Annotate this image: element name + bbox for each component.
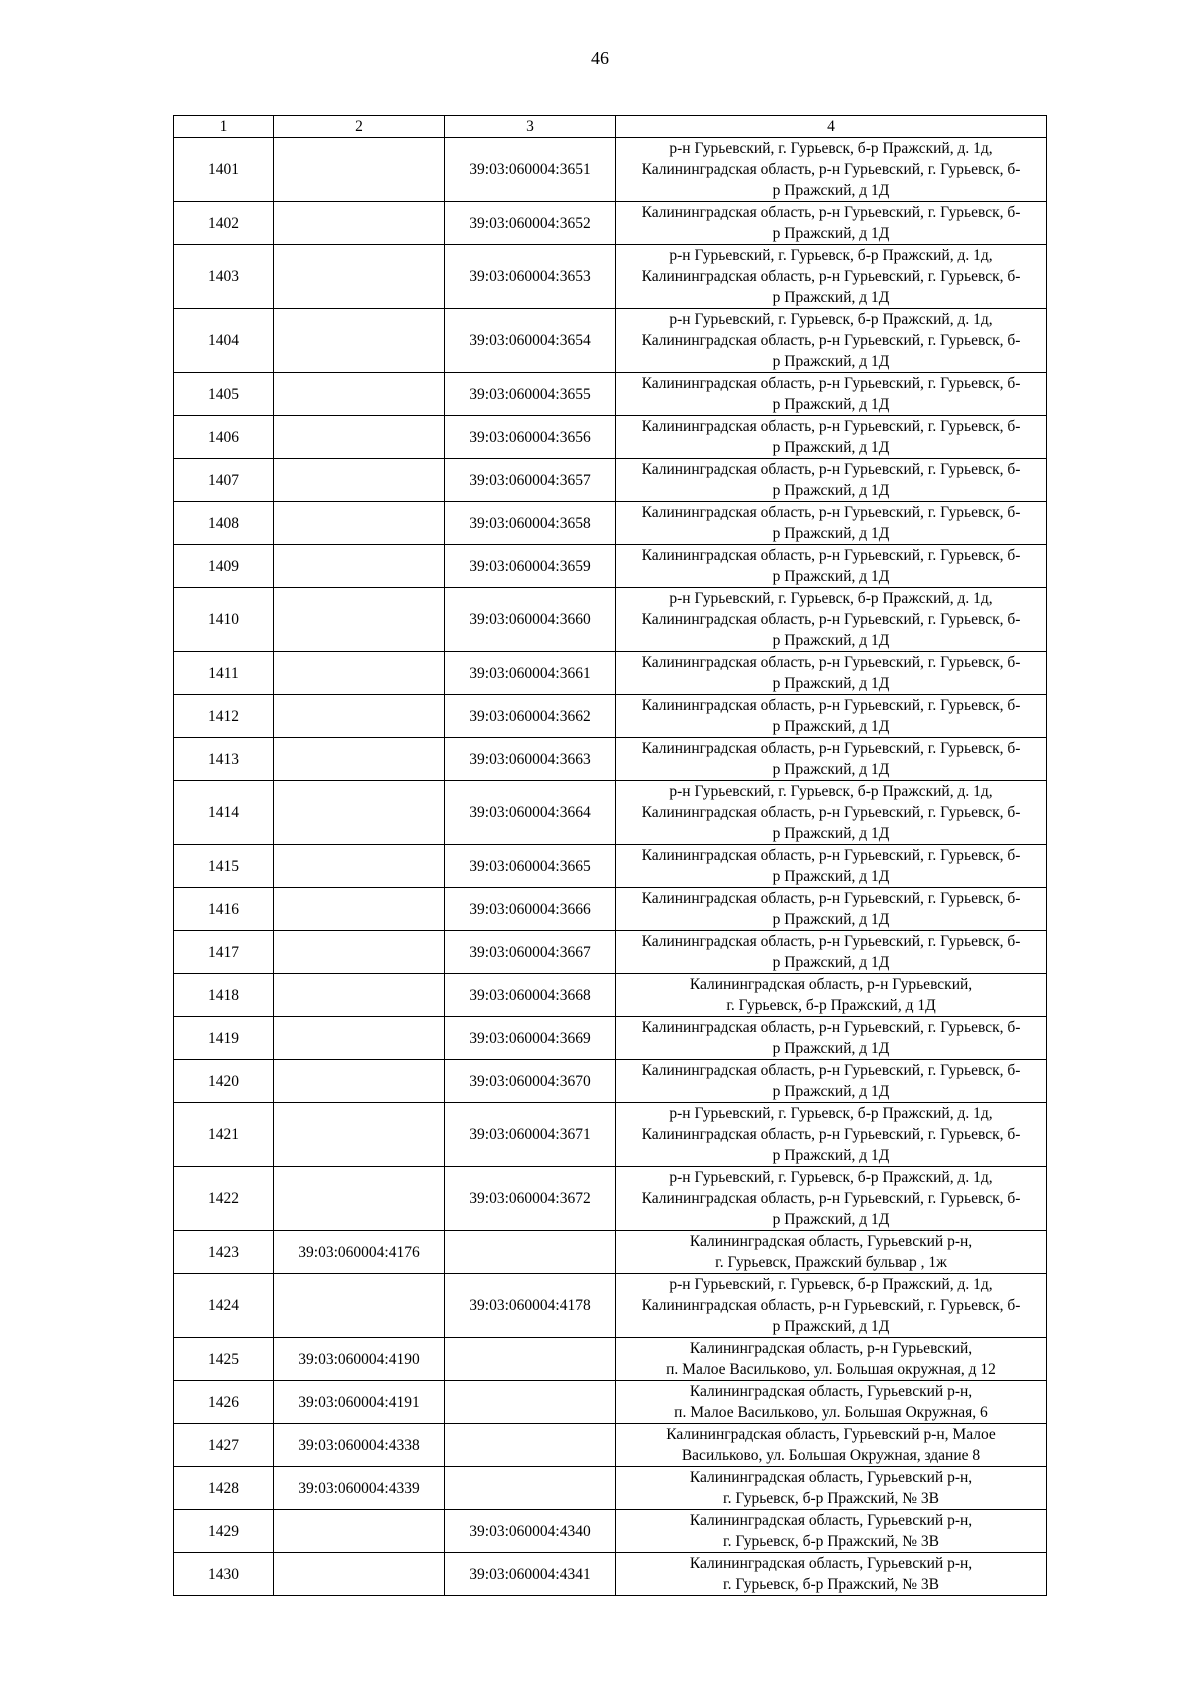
cadastral-number-col2 (274, 373, 445, 416)
cadastral-number-col3: 39:03:060004:3652 (445, 202, 616, 245)
cadastral-number-col3: 39:03:060004:3658 (445, 502, 616, 545)
cadastral-number-col2 (274, 1060, 445, 1103)
address-line: р Пражский, д 1Д (772, 1318, 890, 1335)
cadastral-number-col3: 39:03:060004:3665 (445, 845, 616, 888)
cadastral-number-col2 (274, 1510, 445, 1553)
table-row (174, 1553, 1047, 1596)
column-header-2: 2 (274, 116, 445, 138)
address-cell (616, 931, 1047, 974)
table-row (174, 1381, 1047, 1424)
table-row (174, 545, 1047, 588)
address-cell (616, 1103, 1047, 1167)
address-cell (616, 1060, 1047, 1103)
address-line: Калининградская область, р-н Гурьевский, г. Гурьевск, б- (641, 1297, 1021, 1314)
page-number: 46 (591, 48, 609, 68)
cadastral-number-col2 (274, 459, 445, 502)
table-row (174, 695, 1047, 738)
row-number: 1407 (174, 459, 274, 502)
address-line: Калининградская область, р-н Гурьевский, г. Гурьевск, б- (641, 418, 1021, 435)
cadastral-number-col3: 39:03:060004:3651 (445, 138, 616, 202)
address-line: Калининградская область, Гурьевский р-н, (689, 1383, 973, 1400)
address-line: р Пражский, д 1Д (772, 482, 890, 499)
cadastral-number-col3: 39:03:060004:3671 (445, 1103, 616, 1167)
address-line: р Пражский, д 1Д (772, 1040, 890, 1057)
cadastral-number-col2 (274, 781, 445, 845)
cadastral-number-col3 (445, 1467, 616, 1510)
row-number: 1404 (174, 309, 274, 373)
row-number: 1423 (174, 1231, 274, 1274)
address-line: Калининградская область, р-н Гурьевский, г. Гурьевск, б- (641, 654, 1021, 671)
cadastral-number-col2 (274, 695, 445, 738)
address-cell (616, 309, 1047, 373)
table-row (174, 416, 1047, 459)
row-number: 1412 (174, 695, 274, 738)
table-row (174, 1103, 1047, 1167)
table-row (174, 459, 1047, 502)
address-line: р-н Гурьевский, г. Гурьевск, б-р Пражский, д. 1д, (669, 590, 993, 607)
address-line: Калининградская область, р-н Гурьевский, г. Гурьевск, б- (641, 332, 1021, 349)
cadastral-number-col3: 39:03:060004:3668 (445, 974, 616, 1017)
address-cell (616, 459, 1047, 502)
address-line: Калининградская область, р-н Гурьевский, г. Гурьевск, б- (641, 161, 1021, 178)
row-number: 1408 (174, 502, 274, 545)
address-line: р-н Гурьевский, г. Гурьевск, б-р Пражский, д. 1д, (669, 1276, 993, 1293)
address-cell (616, 1231, 1047, 1274)
address-line: Калининградская область, р-н Гурьевский, г. Гурьевск, б- (641, 890, 1021, 907)
row-number: 1417 (174, 931, 274, 974)
cadastral-number-col3 (445, 1381, 616, 1424)
address-cell (616, 138, 1047, 202)
address-line: р Пражский, д 1Д (772, 632, 890, 649)
address-line: Калининградская область, р-н Гурьевский, г. Гурьевск, б- (641, 847, 1021, 864)
table-row (174, 202, 1047, 245)
cadastral-number-col2 (274, 202, 445, 245)
row-number: 1401 (174, 138, 274, 202)
row-number: 1419 (174, 1017, 274, 1060)
address-cell (616, 1167, 1047, 1231)
table-row (174, 502, 1047, 545)
address-cell (616, 1467, 1047, 1510)
table-row (174, 931, 1047, 974)
table-row (174, 1060, 1047, 1103)
address-line: р-н Гурьевский, г. Гурьевск, б-р Пражский, д. 1д, (669, 247, 993, 264)
address-line: г. Гурьевск, б-р Пражский, № 3В (723, 1533, 939, 1550)
address-cell (616, 502, 1047, 545)
address-line: р Пражский, д 1Д (772, 182, 890, 199)
address-cell (616, 1338, 1047, 1381)
address-cell (616, 202, 1047, 245)
address-line: р Пражский, д 1Д (772, 718, 890, 735)
address-line: р Пражский, д 1Д (772, 525, 890, 542)
row-number: 1414 (174, 781, 274, 845)
row-number: 1402 (174, 202, 274, 245)
address-line: р Пражский, д 1Д (772, 868, 890, 885)
column-number-row (174, 116, 1047, 138)
address-line: Калининградская область, р-н Гурьевский, г. Гурьевск, б- (641, 504, 1021, 521)
cadastral-number-col3: 39:03:060004:3656 (445, 416, 616, 459)
cadastral-number-col3: 39:03:060004:3667 (445, 931, 616, 974)
cadastral-number-col2: 39:03:060004:4339 (274, 1467, 445, 1510)
address-line: р-н Гурьевский, г. Гурьевск, б-р Пражский, д. 1д, (669, 1105, 993, 1122)
cadastral-number-col2: 39:03:060004:4338 (274, 1424, 445, 1467)
row-number: 1403 (174, 245, 274, 309)
address-line: р Пражский, д 1Д (772, 1147, 890, 1164)
address-line: р Пражский, д 1Д (772, 1211, 890, 1228)
cadastral-number-col2 (274, 845, 445, 888)
address-line: Калининградская область, р-н Гурьевский, г. Гурьевск, б- (641, 611, 1021, 628)
address-cell (616, 1424, 1047, 1467)
cadastral-number-col3: 39:03:060004:3669 (445, 1017, 616, 1060)
table-row (174, 1510, 1047, 1553)
row-number: 1409 (174, 545, 274, 588)
cadastral-number-col2: 39:03:060004:4190 (274, 1338, 445, 1381)
table-row (174, 1167, 1047, 1231)
address-line: р Пражский, д 1Д (772, 439, 890, 456)
table-row (174, 138, 1047, 202)
address-line: р Пражский, д 1Д (772, 568, 890, 585)
row-number: 1416 (174, 888, 274, 931)
cadastral-number-col3: 39:03:060004:3670 (445, 1060, 616, 1103)
table-row (174, 1338, 1047, 1381)
address-line: Калининградская область, р-н Гурьевский, г. Гурьевск, б- (641, 1126, 1021, 1143)
cadastral-number-col2 (274, 974, 445, 1017)
address-cell (616, 545, 1047, 588)
address-cell (616, 588, 1047, 652)
address-line: Калининградская область, р-н Гурьевский, г. Гурьевск, б- (641, 375, 1021, 392)
cadastral-number-col3: 39:03:060004:3660 (445, 588, 616, 652)
address-line: Калининградская область, Гурьевский р-н, (689, 1555, 973, 1572)
address-line: р Пражский, д 1Д (772, 911, 890, 928)
row-number: 1429 (174, 1510, 274, 1553)
cadastral-number-col3: 39:03:060004:3672 (445, 1167, 616, 1231)
address-line: р Пражский, д 1Д (772, 225, 890, 242)
address-line: п. Малое Васильково, ул. Большая окружная, д 12 (666, 1361, 996, 1378)
cadastral-number-col2: 39:03:060004:4191 (274, 1381, 445, 1424)
address-line: р-н Гурьевский, г. Гурьевск, б-р Пражский, д. 1д, (669, 311, 993, 328)
column-header-1: 1 (174, 116, 274, 138)
cadastral-number-col2 (274, 738, 445, 781)
address-line: Калининградская область, р-н Гурьевский, г. Гурьевск, б- (641, 740, 1021, 757)
address-line: р Пражский, д 1Д (772, 396, 890, 413)
cadastral-number-col2 (274, 502, 445, 545)
address-line: г. Гурьевск, Пражский бульвар , 1ж (715, 1254, 947, 1271)
table-row (174, 1424, 1047, 1467)
address-line: Калининградская область, р-н Гурьевский, (689, 976, 973, 993)
table-row (174, 588, 1047, 652)
register-rows (174, 138, 1047, 1596)
address-cell (616, 695, 1047, 738)
cadastral-number-col2 (274, 931, 445, 974)
table-row (174, 245, 1047, 309)
row-number: 1428 (174, 1467, 274, 1510)
cadastral-number-col3 (445, 1231, 616, 1274)
address-line: р-н Гурьевский, г. Гурьевск, б-р Пражский, д. 1д, (669, 140, 993, 157)
cadastral-number-col2 (274, 652, 445, 695)
address-line: р Пражский, д 1Д (772, 761, 890, 778)
cadastral-number-col3 (445, 1338, 616, 1381)
address-line: р Пражский, д 1Д (772, 289, 890, 306)
row-number: 1406 (174, 416, 274, 459)
address-cell (616, 652, 1047, 695)
address-cell (616, 416, 1047, 459)
address-line: Калининградская область, р-н Гурьевский, г. Гурьевск, б- (641, 697, 1021, 714)
cadastral-number-col2 (274, 1017, 445, 1060)
row-number: 1405 (174, 373, 274, 416)
address-line: Калининградская область, р-н Гурьевский, г. Гурьевск, б- (641, 1062, 1021, 1079)
cadastral-number-col3 (445, 1424, 616, 1467)
table-row (174, 652, 1047, 695)
cadastral-number-col3: 39:03:060004:3662 (445, 695, 616, 738)
address-cell (616, 1553, 1047, 1596)
address-line: Калининградская область, Гурьевский р-н, (689, 1512, 973, 1529)
cadastral-number-col3: 39:03:060004:3666 (445, 888, 616, 931)
table-row (174, 309, 1047, 373)
row-number: 1415 (174, 845, 274, 888)
address-cell (616, 781, 1047, 845)
address-line: г. Гурьевск, б-р Пражский, д 1Д (726, 997, 936, 1014)
cadastral-number-col3: 39:03:060004:3657 (445, 459, 616, 502)
address-line: Васильково, ул. Большая Окружная, здание 8 (681, 1447, 981, 1464)
row-number: 1421 (174, 1103, 274, 1167)
cadastral-number-col3: 39:03:060004:3661 (445, 652, 616, 695)
address-line: Калининградская область, Гурьевский р-н, (689, 1469, 973, 1486)
row-number: 1424 (174, 1274, 274, 1338)
cadastral-number-col3: 39:03:060004:3659 (445, 545, 616, 588)
cadastral-number-col3: 39:03:060004:4341 (445, 1553, 616, 1596)
row-number: 1418 (174, 974, 274, 1017)
cadastral-number-col2 (274, 1274, 445, 1338)
address-cell (616, 974, 1047, 1017)
address-line: р Пражский, д 1Д (772, 353, 890, 370)
address-line: Калининградская область, р-н Гурьевский, г. Гурьевск, б- (641, 1190, 1021, 1207)
address-line: Калининградская область, Гурьевский р-н, Малое (666, 1426, 996, 1443)
address-cell (616, 245, 1047, 309)
cadastral-number-col2 (274, 545, 445, 588)
address-line: р Пражский, д 1Д (772, 1083, 890, 1100)
address-line: р-н Гурьевский, г. Гурьевск, б-р Пражский, д. 1д, (669, 1169, 993, 1186)
cadastral-number-col3: 39:03:060004:3654 (445, 309, 616, 373)
cadastral-number-col2: 39:03:060004:4176 (274, 1231, 445, 1274)
address-cell (616, 1381, 1047, 1424)
table-row (174, 1467, 1047, 1510)
address-line: р Пражский, д 1Д (772, 954, 890, 971)
cadastral-number-col3: 39:03:060004:3653 (445, 245, 616, 309)
table-row (174, 1017, 1047, 1060)
row-number: 1426 (174, 1381, 274, 1424)
address-line: Калининградская область, р-н Гурьевский, г. Гурьевск, б- (641, 461, 1021, 478)
cadastral-number-col3: 39:03:060004:3655 (445, 373, 616, 416)
address-line: г. Гурьевск, б-р Пражский, № 3В (723, 1490, 939, 1507)
cadastral-number-col2 (274, 1103, 445, 1167)
cadastral-number-col2 (274, 588, 445, 652)
cadastral-number-col3: 39:03:060004:4178 (445, 1274, 616, 1338)
row-number: 1413 (174, 738, 274, 781)
row-number: 1420 (174, 1060, 274, 1103)
cadastral-number-col2 (274, 309, 445, 373)
row-number: 1425 (174, 1338, 274, 1381)
row-number: 1422 (174, 1167, 274, 1231)
address-line: Калининградская область, р-н Гурьевский, г. Гурьевск, б- (641, 933, 1021, 950)
address-line: Калининградская область, р-н Гурьевский, г. Гурьевск, б- (641, 804, 1021, 821)
address-cell (616, 738, 1047, 781)
address-line: Калининградская область, р-н Гурьевский, г. Гурьевск, б- (641, 268, 1021, 285)
cadastral-number-col2 (274, 1553, 445, 1596)
row-number: 1411 (174, 652, 274, 695)
table-row (174, 781, 1047, 845)
address-line: п. Малое Васильково, ул. Большая Окружная, 6 (674, 1404, 988, 1421)
address-line: р-н Гурьевский, г. Гурьевск, б-р Пражский, д. 1д, (669, 783, 993, 800)
address-line: г. Гурьевск, б-р Пражский, № 3В (723, 1576, 939, 1593)
cadastral-number-col2 (274, 416, 445, 459)
cadastral-number-col2 (274, 245, 445, 309)
table-row (174, 974, 1047, 1017)
address-cell (616, 1510, 1047, 1553)
address-cell (616, 1274, 1047, 1338)
address-cell (616, 845, 1047, 888)
column-header-3: 3 (445, 116, 616, 138)
column-header-4: 4 (616, 116, 1047, 138)
cadastral-number-col2 (274, 888, 445, 931)
cadastral-number-col3: 39:03:060004:3664 (445, 781, 616, 845)
address-line: Калининградская область, р-н Гурьевский, (689, 1340, 973, 1357)
address-line: р Пражский, д 1Д (772, 675, 890, 692)
address-line: Калининградская область, р-н Гурьевский, г. Гурьевск, б- (641, 547, 1021, 564)
table-row (174, 888, 1047, 931)
register-table (173, 115, 1047, 1596)
address-line: Калининградская область, р-н Гурьевский, г. Гурьевск, б- (641, 204, 1021, 221)
cadastral-number-col2 (274, 1167, 445, 1231)
table-row (174, 373, 1047, 416)
cadastral-number-col3: 39:03:060004:3663 (445, 738, 616, 781)
table-row (174, 738, 1047, 781)
address-line: р Пражский, д 1Д (772, 825, 890, 842)
address-line: Калининградская область, Гурьевский р-н, (689, 1233, 973, 1250)
address-cell (616, 1017, 1047, 1060)
cadastral-number-col2 (274, 138, 445, 202)
table-row (174, 845, 1047, 888)
table-row (174, 1274, 1047, 1338)
row-number: 1430 (174, 1553, 274, 1596)
cadastral-number-col3: 39:03:060004:4340 (445, 1510, 616, 1553)
row-number: 1427 (174, 1424, 274, 1467)
table-row (174, 1231, 1047, 1274)
address-line: Калининградская область, р-н Гурьевский, г. Гурьевск, б- (641, 1019, 1021, 1036)
address-cell (616, 888, 1047, 931)
address-cell (616, 373, 1047, 416)
row-number: 1410 (174, 588, 274, 652)
